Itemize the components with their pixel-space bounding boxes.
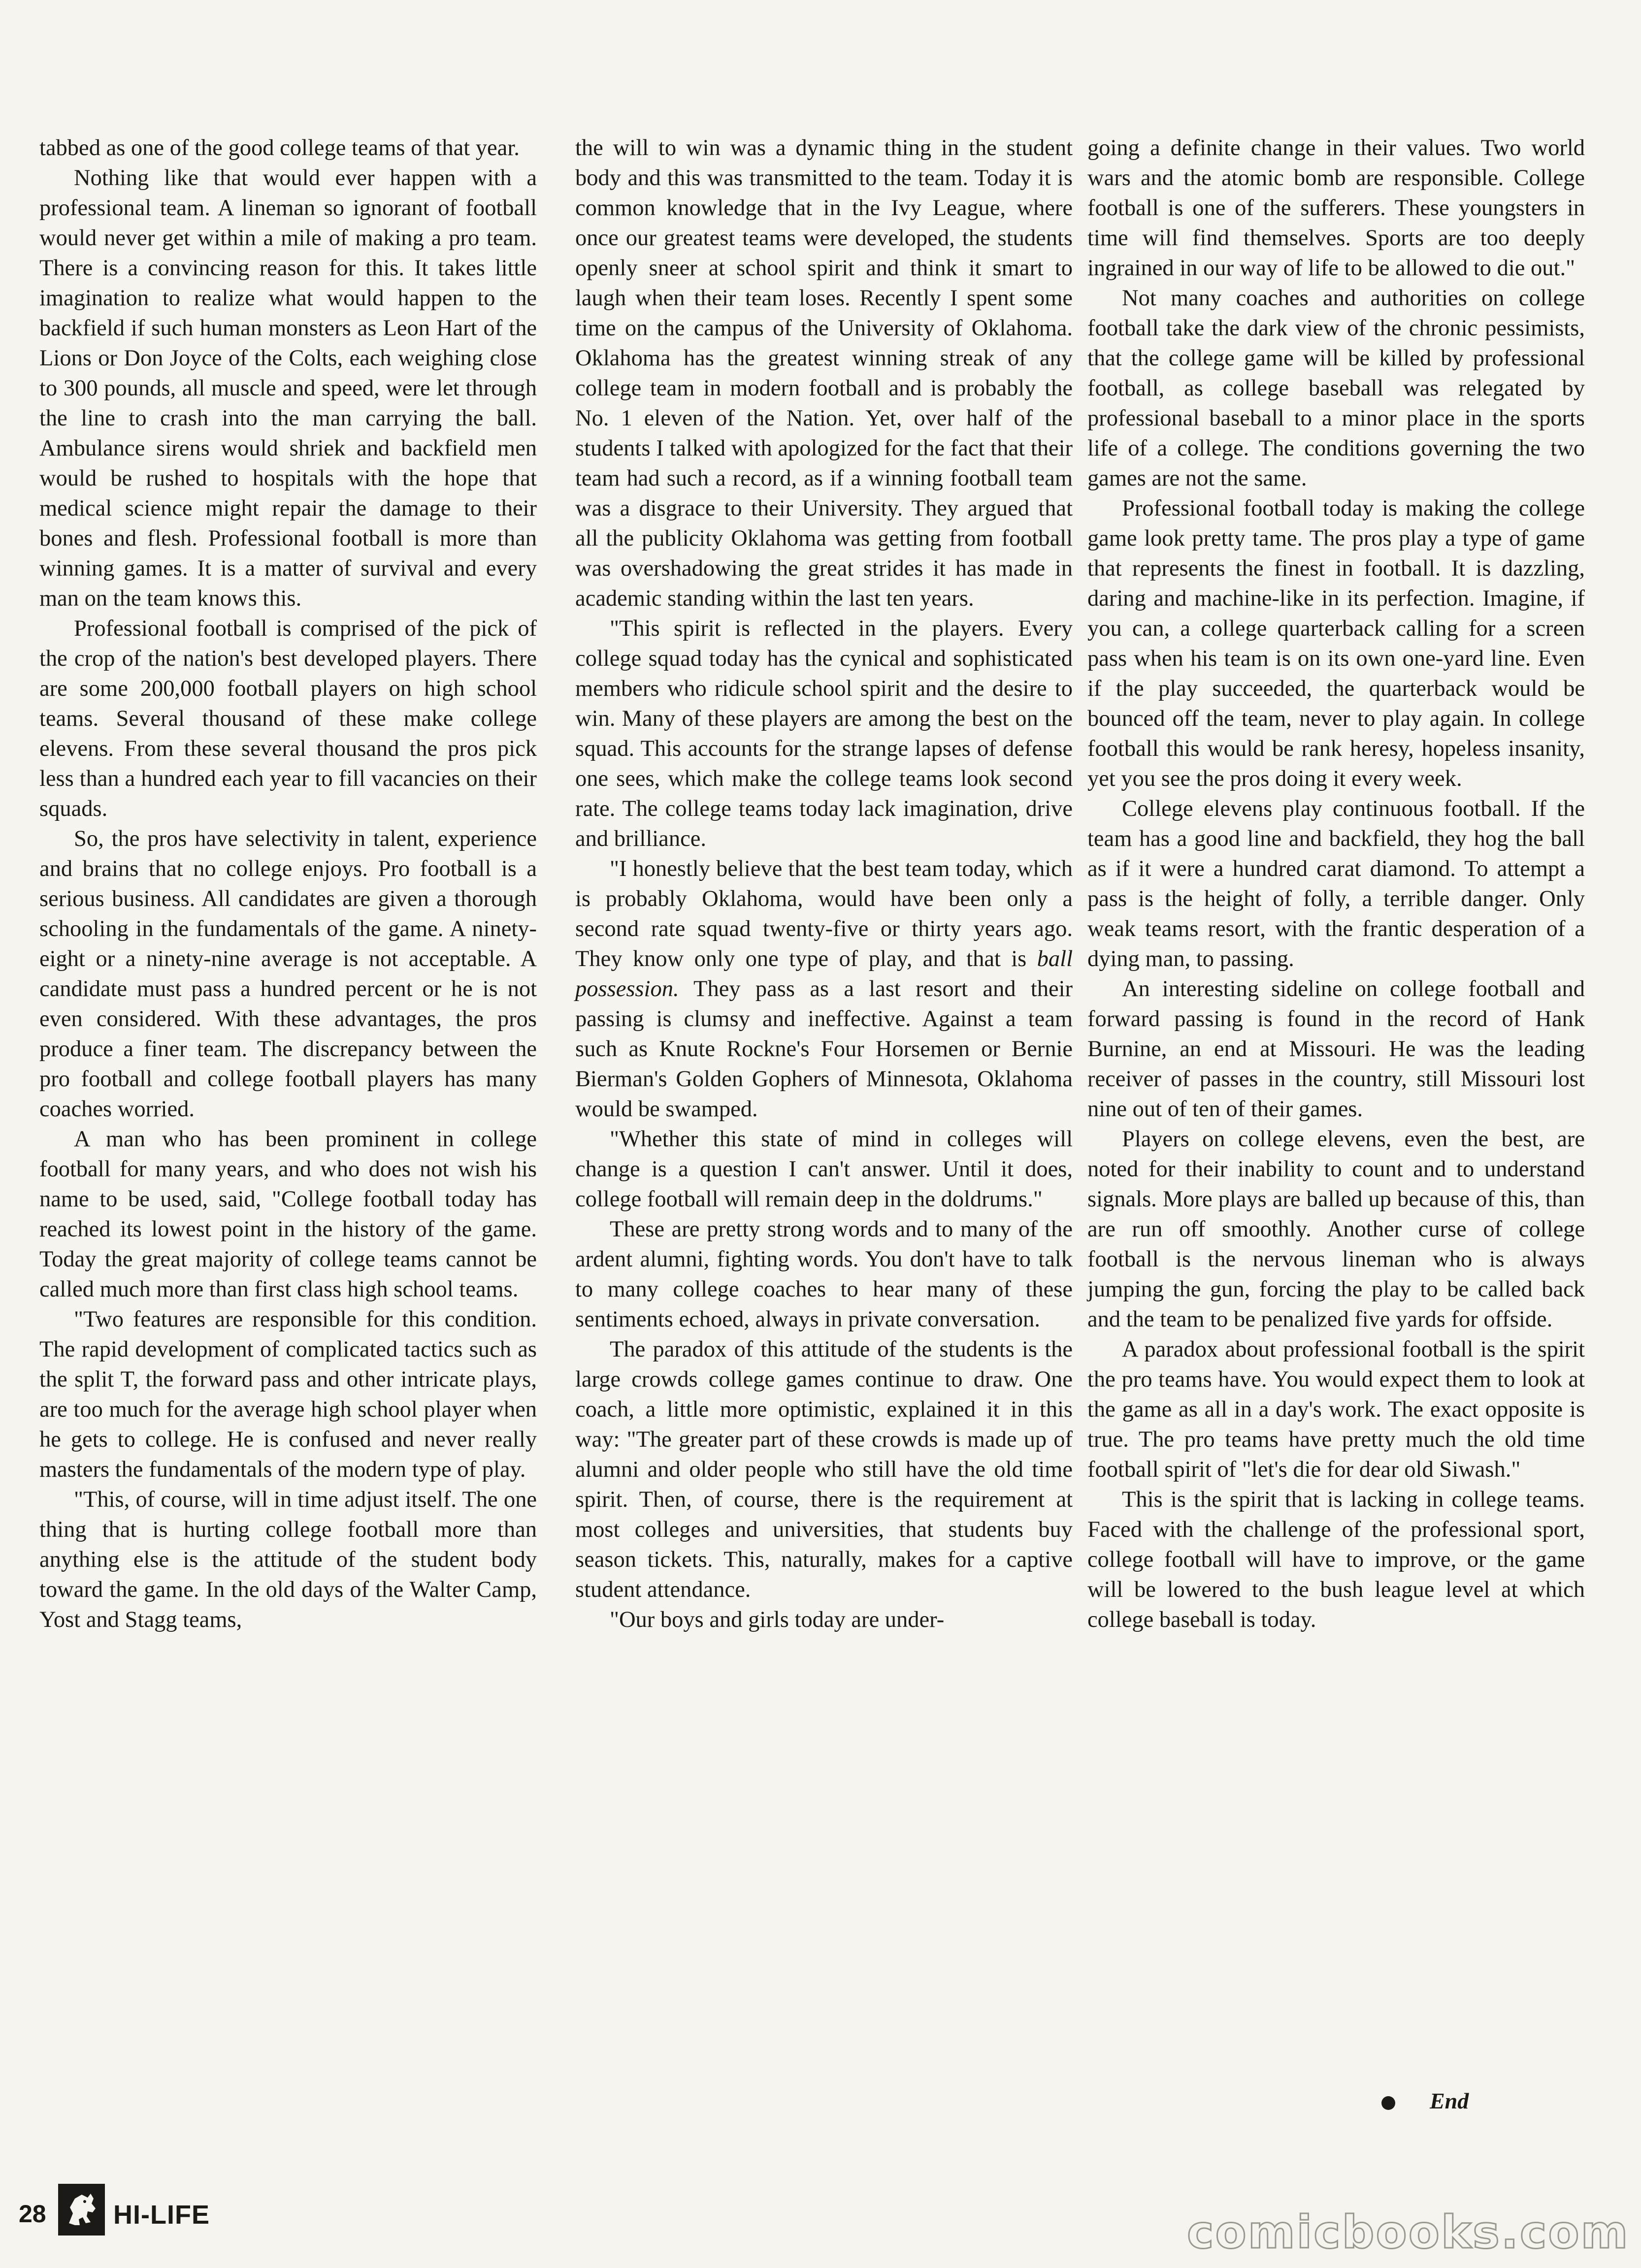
italic-emphasis: ball possession. xyxy=(575,946,1073,1002)
page-footer xyxy=(19,2184,462,2238)
paragraph: Players on college elevens, even the best, are noted for their inability to count and to understand signals. More plays are balled up because of this, than are run off smoothly. Another curse of college football is the nervous lineman who is always jumping the gun, forcing the play to be called back and the team to be penalized five yards for offside. xyxy=(1087,1127,1585,1332)
paragraph: "Our boys and girls today are under- xyxy=(610,1607,945,1632)
page-number: 28 xyxy=(19,2200,46,2228)
paragraph: College elevens play continuous football. If the team has a good line and backfield, they hog the ball as if it were a hundred carat diamond. To attempt a pass is the height of folly, a terrible danger. Only weak teams resort, with the frantic desperation of a dying man, to passing. xyxy=(1087,796,1585,972)
paragraph-text: They pass as a last resort and their passing is clumsy and ineffective. Against a team such as Knute Rockne's Four Horsemen or Bernie Bierman's Golden Gophers of Minnesota, Oklahoma would be swamped. xyxy=(575,976,1073,1122)
paragraph: "This spirit is reflected in the players. Every college squad today has the cynical and sophisticated members who ridicule school spirit and the desire to win. Many of these players are among the best on the squad. This accounts for the strange lapses of defense one sees, which make the college teams look second rate. The college teams today lack imagination, drive and brilliance. xyxy=(575,616,1073,851)
paragraph: tabbed as one of the good college teams of that year. xyxy=(39,135,520,161)
paragraph: Professional football today is making the college game look pretty tame. The pros play a type of game that represents the finest in football. It is dazzling, daring and machine-like in its perfection. Imagine, if you can, a college quarterback calling for a screen pass when his team is on its own one-yard line. Even if the play succeeded, the quarterback would be bounced off the team, never to play again. In college football this would be rank heresy, hopeless insanity, yet you see the pros doing it every week. xyxy=(1087,496,1585,791)
paragraph: These are pretty strong words and to many of the ardent alumni, fighting words. You don't have to talk to many college coaches to hear many of these sentiments echoed, always in private conversation. xyxy=(575,1217,1073,1332)
paragraph-text: "I honestly believe that the best team today, which is probably Oklahoma, would have been only a second rate squad twenty-five or thirty years ago. They know only one type of play, and that is xyxy=(575,856,1073,972)
end-label: End xyxy=(1430,2088,1469,2113)
paragraph: A man who has been prominent in college football for many years, and who does not wish his name to be used, said, "College football today has reached its lowest point in the history of the game. Today the great majority of college teams cannot be called much more than first class high school teams. xyxy=(39,1127,537,1302)
paragraph: "This, of course, will in time adjust itself. The one thing that is hurting college football more than anything else is the attitude of the student body toward the game. In the old days of the Walter Camp, Yost and Stagg teams, xyxy=(39,1487,537,1632)
paragraph: the will to win was a dynamic thing in the student body and this was transmitted to the team. Today it is common knowledge that in the Ivy League, where once our greatest teams were developed, the students openly sneer at school spirit and think it smart to laugh when their team loses. Recently I spent some time on the campus of the University of Oklahoma. Oklahoma has the greatest winning streak of any college team in modern football and is probably the No. 1 eleven of the Nation. Yet, over half of the students I talked with apologized for the fact that their team had such a record, as if a winning football team was a disgrace to their University. They argued that all the publicity Oklahoma was getting from football was overshadowing the great strides it has made in academic standing within the last ten years. xyxy=(575,135,1073,611)
magazine-title: HI-LIFE xyxy=(113,2200,210,2230)
text-column-1 xyxy=(39,133,537,1635)
paragraph: "Two features are responsible for this condition. The rapid development of complicated tactics such as the split T, the forward pass and other intricate plays, are too much for the average high school player when he gets to college. He is confused and never really masters the fundamentals of the modern type of play. xyxy=(39,1307,537,1482)
paragraph: This is the spirit that is lacking in college teams. Faced with the challenge of the professional sport, college football will have to improve, or the game will be lowered to the bush league level at which college baseball is today. xyxy=(1087,1487,1585,1632)
bullet-icon xyxy=(1381,2096,1395,2110)
paragraph: An interesting sideline on college football and forward passing is found in the record of Hank Burnine, an end at Missouri. He was the leading receiver of passes in the country, still Missouri lost nine out of ten of their games. xyxy=(1087,976,1585,1122)
paragraph: going a definite change in their values. Two world wars and the atomic bomb are responsible. College football is one of the sufferers. These youngsters in time will find themselves. Sports are too deeply ingrained in our way of life to be allowed to die out." xyxy=(1087,135,1585,281)
paragraph: The paradox of this attitude of the students is the large crowds college games continue to draw. One coach, a little more optimistic, explained it in this way: "The greater part of these crowds is made up of alumni and older people who still have the old time spirit. Then, of course, there is the requirement at most colleges and universities, that students buy season tickets. This, naturally, makes for a captive student attendance. xyxy=(575,1337,1073,1602)
text-column-2 xyxy=(575,133,1073,1635)
hi-life-lion-logo-icon xyxy=(58,2184,105,2236)
paragraph: Not many coaches and authorities on college football take the dark view of the chronic pessimists, that the college game will be killed by professional football, as college baseball was relegated by professional baseball to a minor place in the sports life of a college. The conditions governing the two games are not the same. xyxy=(1087,286,1585,491)
paragraph: So, the pros have selectivity in talent, experience and brains that no college enjoys. Pro football is a serious business. All candidates are given a thorough schooling in the fundamentals of the game. A ninety-eight or a ninety-nine average is not acceptable. A candidate must pass a hundred percent or he is not even considered. With these advantages, the pros produce a finer team. The discrepancy between the pro football and college football players has many coaches worried. xyxy=(39,826,537,1122)
paragraph: Nothing like that would ever happen with a professional team. A lineman so ignorant of football would never get within a mile of making a pro team. There is a convincing reason for this. It takes little imagination to realize what would happen to the backfield if such human monsters as Leon Hart of the Lions or Don Joyce of the Colts, each weighing close to 300 pounds, all muscle and speed, were let through the line to crash into the man carrying the ball. Ambulance sirens would shriek and backfield men would be rushed to hospitals with the hope that medical science might repair the damage to their bones and flesh. Professional football is more than winning games. It is a matter of survival and every man on the team knows this. xyxy=(39,165,537,611)
text-column-3 xyxy=(1087,133,1585,1635)
paragraph: A paradox about professional football is the spirit the pro teams have. You would expect them to look at the game as all in a day's work. The exact opposite is true. The pro teams have pretty much the old time football spirit of "let's die for dear old Siwash." xyxy=(1087,1337,1585,1482)
paragraph: "Whether this state of mind in colleges will change is a question I can't answer. Until it does, college football will remain deep in the doldrums." xyxy=(575,1127,1073,1212)
paragraph: Professional football is comprised of the pick of the crop of the nation's best developed players. There are some 200,000 football players on high school teams. Several thousand of these make college elevens. From these several thousand the pros pick less than a hundred each year to fill vacancies on their squads. xyxy=(39,616,537,821)
watermark: comicbooks.com xyxy=(1187,2206,1630,2259)
paragraph xyxy=(575,854,1073,1124)
end-mark xyxy=(1381,2088,1510,2117)
